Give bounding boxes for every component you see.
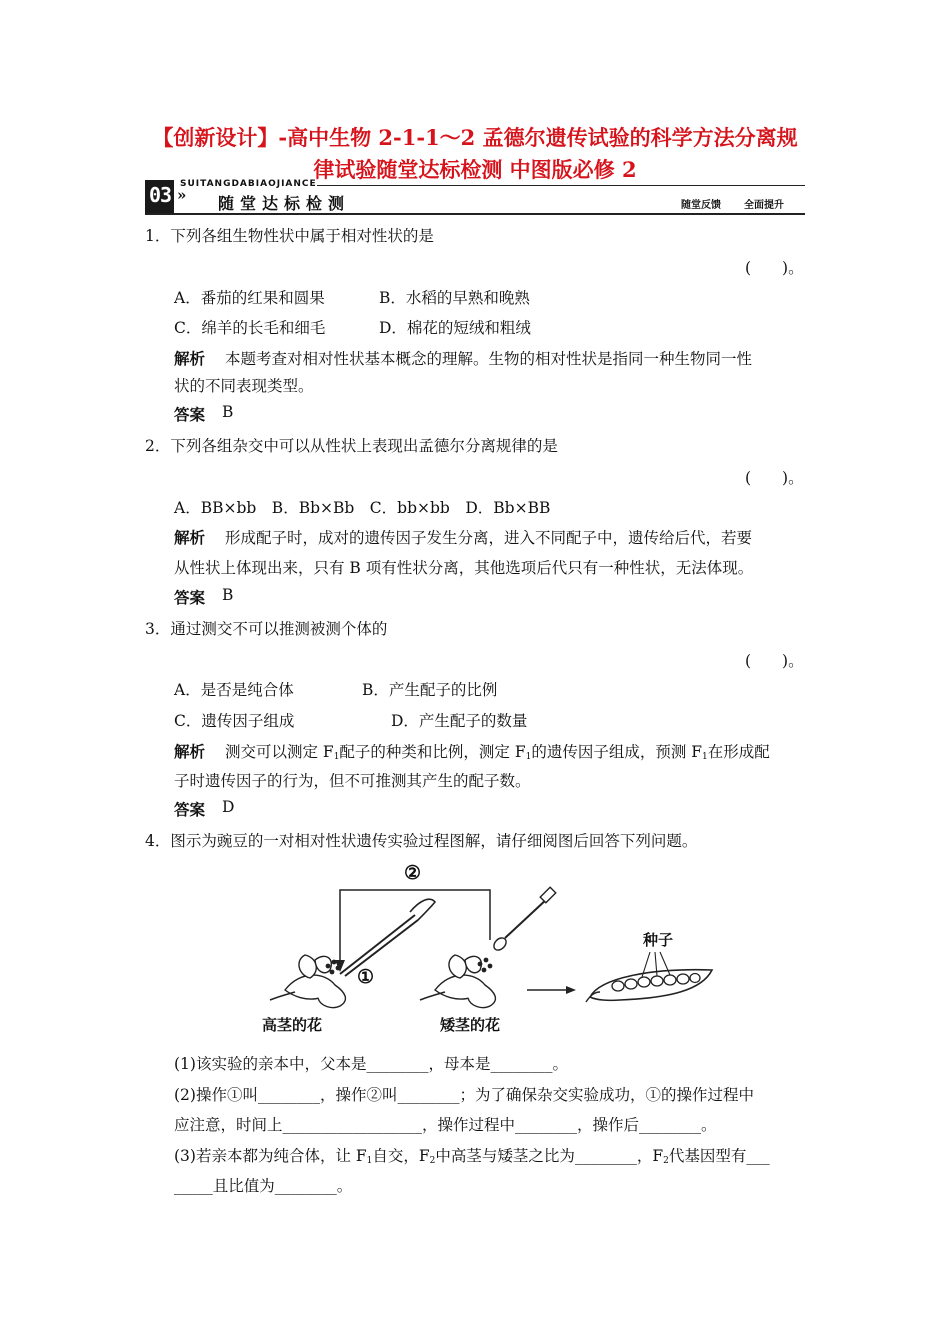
figure-label-seed: 种子: [643, 931, 674, 949]
operation-2-bracket: [340, 890, 490, 964]
header-divider-top: [317, 185, 805, 186]
q3-subscript-2: 1: [525, 752, 532, 762]
q1-option-c: C．绵羊的长毛和细毛: [174, 319, 326, 337]
q3-option-a: A．是否是纯合体: [174, 681, 294, 699]
q2-answer-label: 答案: [174, 588, 206, 607]
q2-stem: 2．下列各组杂交中可以从性状上表现出孟德尔分离规律的是: [145, 437, 558, 455]
q4-subscript-f2b: 2: [663, 1156, 669, 1166]
header-title: 随堂达标检测: [218, 194, 351, 213]
q3-analysis-part-3: 的遗传因子组成，预测 F: [531, 743, 703, 761]
pea-pod-icon: [586, 952, 712, 1002]
q4-subscript-f1: 1: [366, 1156, 373, 1166]
header-number: 03: [148, 183, 172, 207]
q3-analysis-line-2: 子时遗传因子的行为，但不可推测其产生的配子数。: [174, 772, 531, 790]
q4-part-2-line-2: 应注意，时间上__________________，操作过程中________，操作后________。: [174, 1116, 717, 1134]
q3-answer-paren: ( )。: [745, 652, 804, 670]
forceps-icon: [340, 899, 435, 976]
q3-subscript-3: 1: [702, 752, 708, 762]
q1-option-b: B．水稻的早熟和晚熟: [379, 289, 530, 307]
q4-part-1: (1)该实验的亲本中，父本是________，母本是________。: [174, 1055, 568, 1073]
header-chevron-icon: »: [177, 186, 187, 204]
short-stem-flower-icon: [420, 955, 495, 1008]
q4-subscript-f2: 2: [429, 1156, 436, 1166]
q2-analysis-line-1: 形成配子时，成对的遗传因子发生分离，进入不同配子中，遗传给后代，若要: [225, 529, 753, 547]
result-arrow-icon: [527, 986, 576, 994]
q3-subscript-1: 1: [333, 752, 340, 762]
header-right-2: 全面提升: [744, 200, 784, 211]
q2-analysis-line-2: 从性状上体现出来，只有 B 项有性状分离，其他选项后代只有一种性状，无法体现。: [174, 559, 754, 577]
q1-analysis-line-1: 本题考查对相对性状基本概念的理解。生物的相对性状是指同一种生物同一性: [225, 350, 753, 368]
document-title: [120, 122, 830, 186]
q2-options: A．BB×bb B．Bb×Bb C．bb×bb D．Bb×BB: [174, 499, 551, 517]
q4-part-3-line-2: _____且比值为________。: [174, 1177, 353, 1195]
q3-analysis-part-2: 配子的种类和比例，测定 F: [339, 743, 526, 761]
figure-label-operation-2: ②: [404, 862, 422, 884]
q1-stem: 1．下列各组生物性状中属于相对性状的是: [145, 227, 434, 245]
q3-analysis-line-1: [225, 740, 770, 762]
q3-analysis-part-4: 在形成配: [707, 743, 770, 761]
q3-analysis-label: 解析: [174, 742, 206, 761]
q1-answer-paren: ( )。: [745, 259, 804, 277]
q1-option-a: A．番茄的红果和圆果: [174, 289, 325, 307]
q3-stem: 3．通过测交不可以推测被测个体的: [145, 620, 388, 638]
q4-part-3-c: 中高茎与矮茎之比为________，F: [435, 1147, 664, 1165]
q4-part-3-a: (3)若亲本都为纯合体，让 F: [174, 1147, 367, 1165]
q1-answer-label: 答案: [174, 405, 206, 424]
q4-part-2-line-1: (2)操作①叫________，操作②叫________；为了确保杂交实验成功，①的操作过程中: [174, 1086, 754, 1104]
q1-answer: B: [222, 403, 234, 421]
q1-analysis-line-2: 状的不同表现类型。: [174, 377, 314, 395]
figure-label-operation-1: ①: [357, 966, 375, 988]
q2-answer-paren: ( )。: [745, 469, 804, 487]
q3-answer: D: [222, 798, 235, 816]
q2-answer: B: [222, 586, 234, 604]
title-line-1: 【创新设计】-高中生物 2-1-1～2 孟德尔遗传试验的科学方法分离规: [152, 125, 798, 150]
tall-stem-flower-icon: [270, 955, 345, 1008]
q3-option-d: D．产生配子的数量: [391, 712, 528, 730]
figure-label-short-flower: 矮茎的花: [440, 1016, 501, 1034]
q4-part-3-b: 自交，F: [372, 1147, 430, 1165]
header-pinyin: SUITANGDABIAOJIANCE: [180, 179, 317, 189]
title-line-2: 律试验随堂达标检测 中图版必修 2: [313, 157, 637, 182]
q3-answer-label: 答案: [174, 800, 206, 819]
brush-icon: [492, 887, 556, 952]
q4-part-3-line-1: [174, 1144, 770, 1166]
q3-option-b: B．产生配子的比例: [362, 681, 498, 699]
q1-option-d: D．棉花的短绒和粗绒: [379, 319, 531, 337]
q3-option-c: C．遗传因子组成: [174, 712, 295, 730]
header-right-1: 随堂反馈: [681, 200, 721, 211]
q4-stem: 4．图示为豌豆的一对相对性状遗传实验过程图解，请仔细阅图后回答下列问题。: [145, 832, 698, 850]
figure-drawing: [250, 860, 730, 1040]
q3-analysis-part-1: 测交可以测定 F: [225, 743, 334, 761]
q4-part-3-d: 代基因型有___: [668, 1147, 770, 1165]
q1-analysis-label: 解析: [174, 349, 206, 368]
q2-analysis-label: 解析: [174, 528, 206, 547]
header-divider-bottom: [145, 213, 805, 215]
figure-label-tall-flower: 高茎的花: [262, 1016, 323, 1034]
